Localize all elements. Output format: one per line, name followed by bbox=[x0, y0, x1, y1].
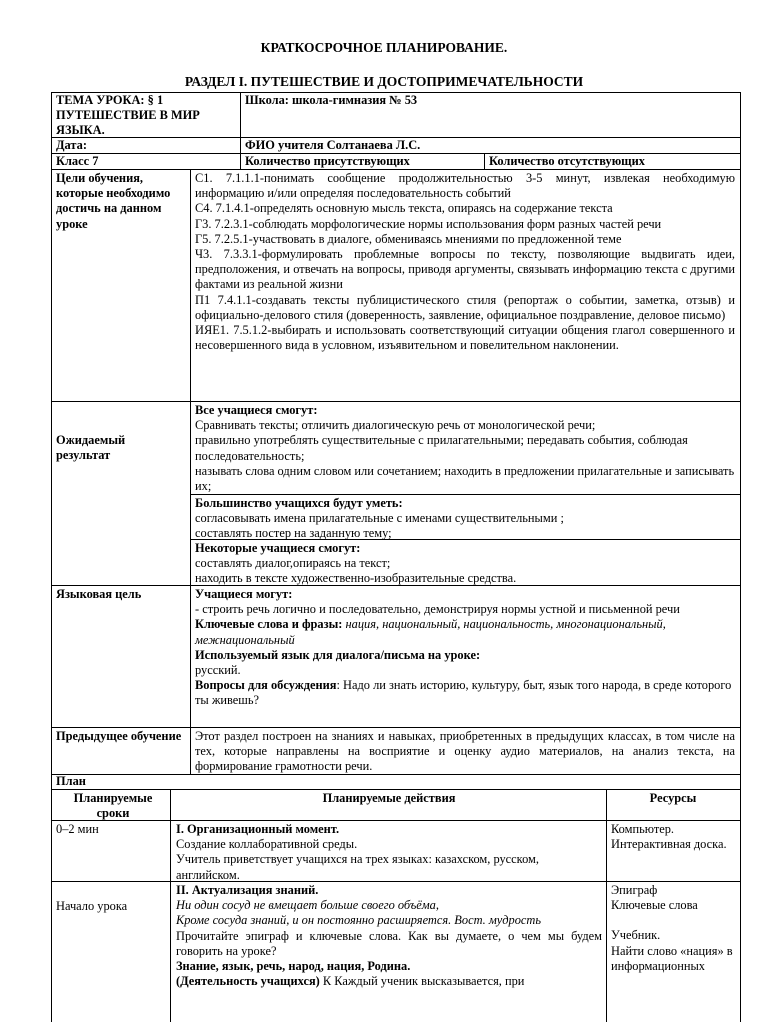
objectives-list bbox=[195, 171, 735, 353]
row-time: 0–2 мин bbox=[56, 822, 99, 836]
objective-item: П1 7.4.1.1-создавать тексты публицистического стиля (репортаж о событии, заметка, отзыв) и официально-делового стиля (доверенность, заявление, официальное поздравление, деловое письмо) bbox=[195, 292, 735, 322]
objective-item: Г3. 7.2.3.1-соблюдать морфологические нормы использования форм разных частей речи bbox=[195, 216, 662, 231]
expected-item: составлять постер на заданную тему; bbox=[195, 526, 392, 541]
language-goal-label: Языковая цель bbox=[56, 587, 142, 601]
epigraph-line: Ни один сосуд не вмещает больше своего объёма, bbox=[176, 898, 439, 913]
row-resources bbox=[611, 883, 737, 974]
resource-item: Учебник. bbox=[611, 928, 661, 943]
keywords-line: Знание, язык, речь, народ, нация, Родина. bbox=[176, 959, 411, 974]
language-heading: Учащиеся могут: bbox=[195, 587, 293, 601]
expected-item: правильно употреблять существительные с прилагательными; передавать события, соблюдая последовательность; bbox=[195, 433, 688, 463]
col-time-header: Планируемые сроки bbox=[73, 791, 153, 821]
action-line: Создание коллаборативной среды. bbox=[176, 837, 358, 852]
stage-heading: II. Актуализация знаний. bbox=[176, 883, 319, 897]
questions-label: Вопросы для обсуждения bbox=[195, 678, 337, 693]
lesson-topic: ТЕМА УРОКА: § 1 ПУТЕШЕСТВИЕ В МИР ЯЗЫКА. bbox=[56, 93, 200, 138]
language-goal-text: - строить речь логично и последовательно, демонстрируя нормы устной и письменной речи bbox=[195, 602, 680, 617]
language-goal bbox=[195, 587, 735, 709]
questions-text: : Надо ли знать историю, культуру, быт, язык того народа, в среде которого ты живешь? bbox=[195, 678, 732, 708]
expected-most bbox=[195, 496, 735, 542]
keywords-text: нация, национальный, национальность, многонациональный, межнациональный bbox=[195, 617, 666, 647]
row-resources: Компьютер. Интерактивная доска. bbox=[611, 822, 727, 852]
most-students-heading: Большинство учащихся будут уметь: bbox=[195, 496, 403, 510]
row-time: Начало урока bbox=[56, 899, 128, 913]
absent-count-label: Количество отсутствующих bbox=[489, 154, 645, 168]
document-title: КРАТКОСРОЧНОЕ ПЛАНИРОВАНИЕ. bbox=[260, 40, 508, 55]
col-actions-header: Планируемые действия bbox=[322, 791, 456, 805]
activity-text: К Каждый ученик высказывается, при bbox=[319, 974, 525, 989]
task-text: Прочитайте эпиграф и ключевые слова. Как вы думаете, о чем мы будем говорить на уроке? bbox=[176, 928, 602, 958]
some-students-heading: Некоторые учащиеся смогут: bbox=[195, 541, 361, 555]
epigraph-line: Кроме сосуда знаний, и он постоянно расширяется. Вост. мудрость bbox=[176, 913, 541, 928]
school-name: Школа: школа-гимназия № 53 bbox=[245, 93, 418, 107]
all-students-heading: Все учащиеся смогут: bbox=[195, 403, 318, 417]
resource-item: Эпиграф bbox=[611, 883, 658, 897]
date-label: Дата: bbox=[56, 138, 87, 152]
section-title: РАЗДЕЛ I. ПУТЕШЕСТВИЕ И ДОСТОПРИМЕЧАТЕЛЬНОСТИ bbox=[184, 74, 584, 89]
objective-item: Ч3. 7.3.3.1-формулировать проблемные вопросы по тексту, позволяющие выдвигать идеи, предположения, и отвечать на вопросы, приводя аргументы, связывать информацию текста с другими фактами из реальной жизни bbox=[195, 247, 735, 292]
expected-item: согласовывать имена прилагательные с именами существительными ; bbox=[195, 511, 564, 526]
objective-item: Г5. 7.2.5.1-участвовать в диалоге, обмениваясь мнениями по предложенной теме bbox=[195, 231, 622, 246]
objective-item: С4. 7.1.4.1-определять основную мысль текста, опираясь на содержание текста bbox=[195, 201, 613, 216]
present-count-label: Количество присутствующих bbox=[245, 154, 410, 168]
expected-all bbox=[195, 403, 735, 494]
col-resources-header: Ресурсы bbox=[649, 791, 697, 805]
expected-item: Сравнивать тексты; отличить диалогическую речь от монологической речи; bbox=[195, 418, 596, 433]
resource-item: Найти слово «нация» в информационных bbox=[611, 943, 733, 973]
dialog-language-label: Используемый язык для диалога/письма на уроке: bbox=[195, 647, 481, 662]
keywords-label: Ключевые слова и фразы: bbox=[195, 617, 343, 632]
activity-label: (Деятельность учащихся) bbox=[176, 974, 320, 989]
resource-item: Ключевые слова bbox=[611, 898, 698, 913]
expected-item: называть слова одним словом или сочетанием; находить в предложении прилагательные и записывать их; bbox=[195, 463, 735, 494]
action-line: Учитель приветствует учащихся на трех языках: казахском, русском, английском. bbox=[176, 852, 539, 882]
plan-label: План bbox=[56, 774, 86, 788]
resource-item bbox=[611, 913, 737, 928]
teacher-name: ФИО учителя Солтанаева Л.С. bbox=[245, 138, 421, 152]
expected-item: составлять диалог,опираясь на текст; bbox=[195, 556, 391, 571]
expected-some bbox=[195, 541, 735, 587]
row-actions bbox=[176, 883, 602, 989]
row-actions bbox=[176, 822, 602, 883]
class-label: Класс 7 bbox=[56, 154, 99, 168]
previous-learning-text: Этот раздел построен на знаниях и навыках, приобретенных в предыдущих классах, в том числе на тех, которые направлены на восприятие и оценку аудио материалов, на анализ текста, на формирование грамотности речи. bbox=[195, 729, 735, 774]
stage-heading: I. Организационный момент. bbox=[176, 822, 340, 836]
objective-item: С1. 7.1.1.1-понимать сообщение продолжительностью 3-5 минут, извлекая необходимую информацию и/или определяя последовательность событий bbox=[195, 171, 735, 201]
expected-result-label: Ожидаемый результат bbox=[56, 433, 126, 463]
objective-item: ИЯЕ1. 7.5.1.2-выбирать и использовать соответствующий ситуации общения глагол совершенного и несовершенного вида в условном, изъявительном и повелительном наклонении. bbox=[195, 323, 735, 353]
previous-learning-label: Предыдущее обучение bbox=[56, 729, 182, 743]
dialog-language: русский. bbox=[195, 663, 241, 678]
expected-item: находить в тексте художественно-изобразительные средства. bbox=[195, 571, 517, 586]
objectives-label: Цели обучения, которые необходимо достичь на данном уроке bbox=[56, 171, 171, 231]
